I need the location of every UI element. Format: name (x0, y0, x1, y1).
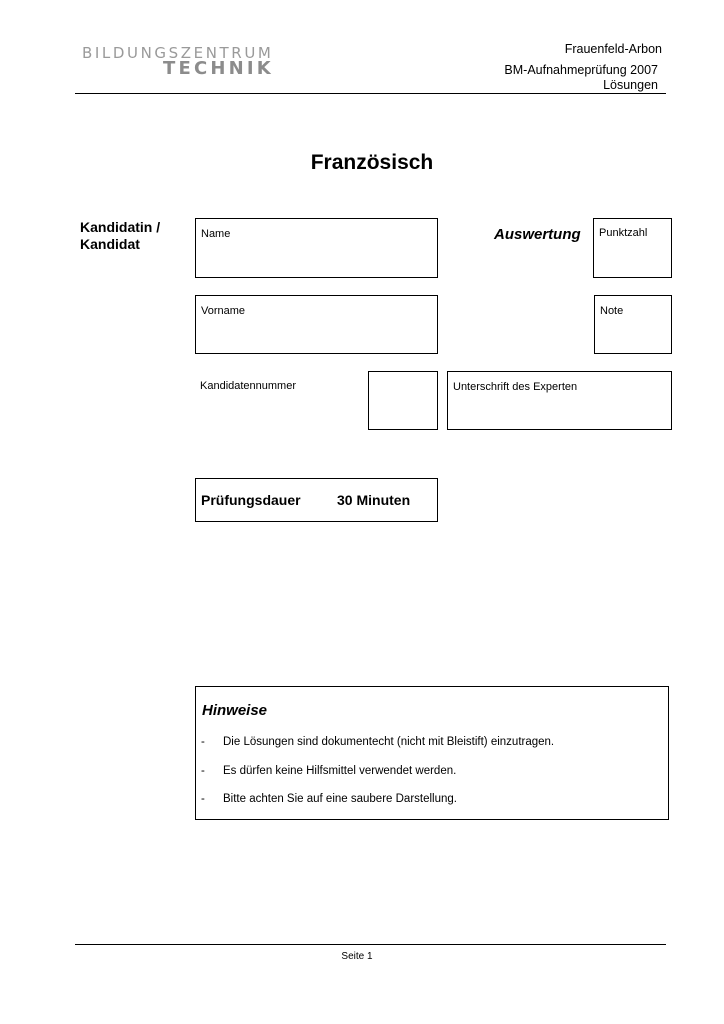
expert-signature-label: Unterschrift des Experten (453, 381, 578, 393)
header-exam: BM-Aufnahmeprüfung 2007 (504, 63, 658, 77)
evaluation-label: Auswertung (494, 226, 581, 243)
note-text: Die Lösungen sind dokumentecht (nicht mit Bleistift) einzutragen. (223, 736, 555, 748)
name-field[interactable] (195, 218, 438, 278)
page-number: Seite 1 (341, 951, 373, 962)
duration-label: Prüfungsdauer (201, 492, 301, 508)
note-item (201, 764, 661, 778)
candidate-number-field[interactable] (368, 371, 438, 430)
firstname-field-label: Vorname (201, 305, 246, 317)
grade-field-label: Note (600, 305, 624, 317)
grade-field[interactable] (594, 295, 672, 354)
note-bullet: - (201, 736, 205, 748)
candidate-section-label (80, 219, 160, 253)
points-field[interactable] (593, 218, 672, 278)
document-title: Französisch (310, 151, 434, 174)
header-location: Frauenfeld-Arbon (564, 42, 662, 56)
note-bullet: - (201, 793, 205, 805)
firstname-field[interactable] (195, 295, 438, 354)
candidate-label-line-1: Kandidatin / (80, 219, 161, 235)
note-text: Bitte achten Sie auf eine saubere Darstellung. (223, 793, 457, 805)
note-text: Es dürfen keine Hilfsmittel verwendet werden. (223, 765, 457, 777)
note-item (201, 735, 661, 749)
logo-line-2: TECHNIK (163, 58, 274, 79)
points-field-label: Punktzahl (599, 227, 648, 239)
footer-rule (75, 944, 666, 945)
header-subtitle: Lösungen (603, 78, 658, 92)
candidate-number-label: Kandidatennummer (200, 380, 297, 392)
note-bullet: - (201, 765, 205, 777)
candidate-label-line-2: Kandidat (80, 236, 140, 252)
notes-title: Hinweise (202, 702, 268, 719)
name-field-label: Name (201, 228, 231, 240)
expert-signature-field[interactable] (447, 371, 672, 430)
duration-box (195, 478, 438, 522)
note-item (201, 792, 661, 806)
notes-box (195, 686, 669, 820)
duration-value: 30 Minuten (337, 492, 411, 508)
header-rule (75, 93, 666, 94)
logo-line-1: BILDUNGSZENTRUM (82, 44, 274, 62)
